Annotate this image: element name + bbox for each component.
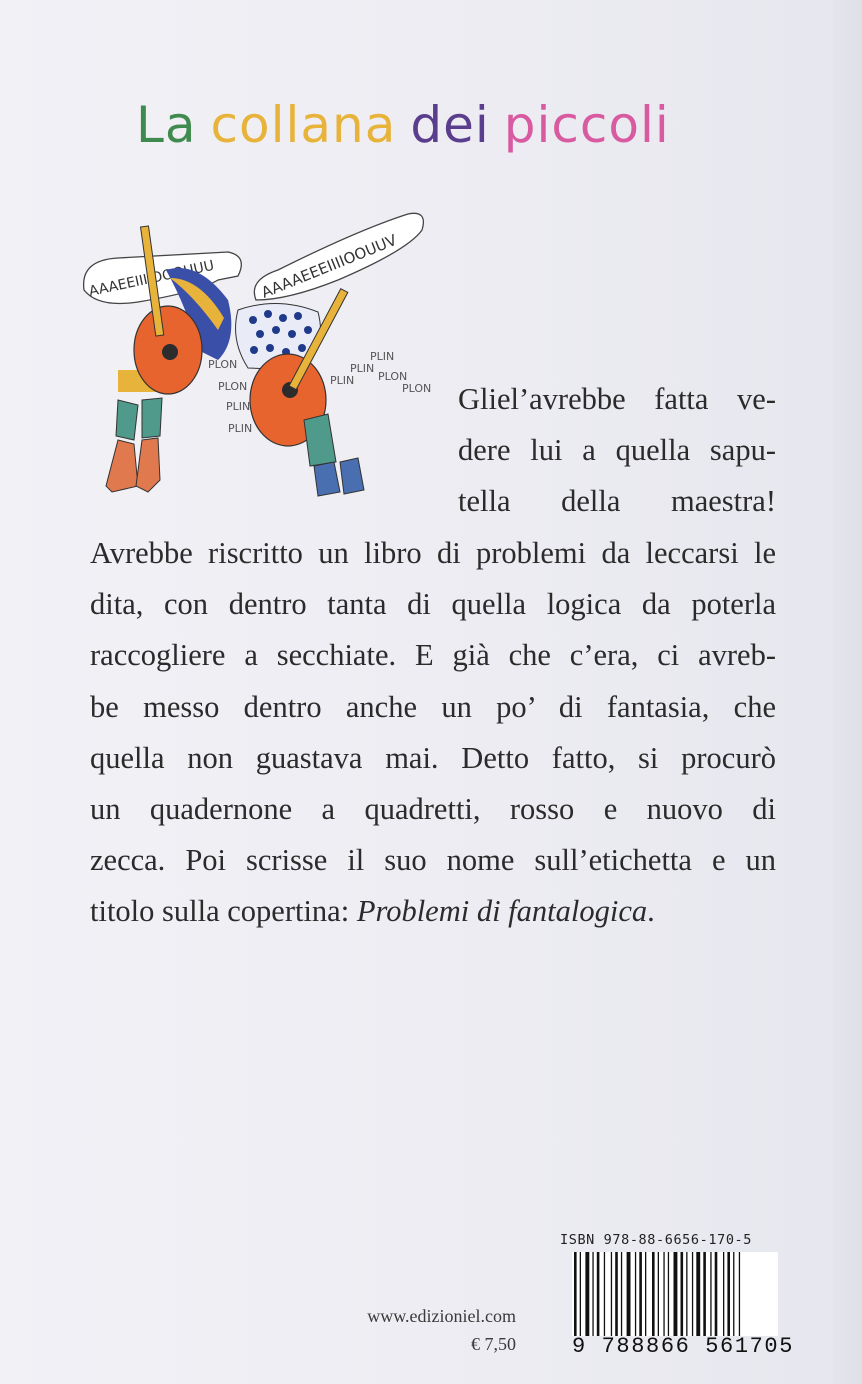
barcode-bar <box>733 1252 734 1336</box>
barcode-bar <box>597 1252 600 1336</box>
barcode-bar <box>674 1252 678 1336</box>
barcode-bar <box>652 1252 655 1336</box>
barcode-bar <box>663 1252 664 1336</box>
barcode-bar <box>585 1252 589 1336</box>
barcode-bar <box>604 1252 605 1336</box>
series-title <box>136 96 736 166</box>
publisher-website: www.edizioniel.com <box>367 1306 516 1326</box>
barcode-bar <box>739 1252 740 1336</box>
barcode-bar <box>639 1252 642 1336</box>
series-word-1: La <box>136 96 197 154</box>
barcode-bar <box>645 1252 646 1336</box>
barcode-bars <box>572 1252 778 1336</box>
barcode-bar <box>580 1252 581 1336</box>
barcode-bar <box>658 1252 659 1336</box>
barcode-bar <box>686 1252 687 1336</box>
text-line: be messo dentro anche un po’ di fantasia, che <box>90 689 776 724</box>
body-text-wrapped <box>458 374 776 528</box>
barcode-bar <box>710 1252 711 1336</box>
barcode-bar <box>627 1252 631 1336</box>
last-line-suffix: . <box>647 894 655 929</box>
barcode-bar <box>635 1252 636 1336</box>
text-line: Gliel’avrebbe fatta ve- <box>458 382 776 416</box>
sound-word: PLIN <box>228 422 253 435</box>
text-last-line <box>90 886 776 937</box>
sound-word: PLIN <box>330 374 355 387</box>
body-text-full <box>90 528 776 938</box>
sound-word: PLIN <box>226 400 251 413</box>
right-bubble-text: AAAAEEEIIIIOOUUV <box>258 230 400 302</box>
barcode-bar <box>615 1252 618 1336</box>
guitar-players-illustration <box>78 200 438 510</box>
barcode-bar <box>621 1252 622 1336</box>
series-word-4: piccoli <box>503 96 670 154</box>
text-line: Avrebbe riscritto un libro di problemi da leccarsi le <box>90 536 776 570</box>
publisher-info <box>290 1302 516 1358</box>
barcode-bar <box>696 1252 700 1336</box>
price: € 7,50 <box>471 1334 516 1354</box>
text-line: tella della maestra! <box>458 484 776 519</box>
sound-word: PLON <box>378 370 408 383</box>
text-line: dere lui a quella sapu- <box>458 433 776 468</box>
text-line: un quadernone a quadretti, rosso e nuovo di <box>90 792 776 827</box>
sound-word: PLON <box>402 382 432 395</box>
barcode-bar <box>681 1252 684 1336</box>
sound-word: PLON <box>218 380 248 393</box>
barcode-bar <box>703 1252 706 1336</box>
barcode-bar <box>715 1252 718 1336</box>
barcode-bar <box>723 1252 724 1336</box>
sound-word: PLIN <box>370 350 395 363</box>
last-line-prefix: titolo sulla copertina: <box>90 894 357 929</box>
series-word-2: collana <box>210 96 397 154</box>
spine-shadow <box>826 0 862 1384</box>
barcode-digits: 9 788866 561705 <box>572 1334 795 1359</box>
book-title-italic: Problemi di fantalogica <box>356 894 648 929</box>
sound-word: PLON <box>208 358 238 371</box>
barcode-bar <box>668 1252 669 1336</box>
barcode-bar <box>727 1252 730 1336</box>
text-line: quella non guastava mai. Detto fatto, si procurò <box>90 740 776 775</box>
series-word-3: dei <box>410 96 490 154</box>
barcode-bar <box>592 1252 593 1336</box>
text-line: raccogliere a secchiate. E già che c’era, ci avreb- <box>90 638 776 673</box>
barcode-bar <box>574 1252 577 1336</box>
isbn-label: ISBN 978-88-6656-170-5 <box>560 1232 753 1248</box>
sound-word: PLIN <box>350 362 375 375</box>
barcode-bar <box>611 1252 612 1336</box>
text-line: dita, con dentro tanta di quella logica da poterla <box>90 587 776 622</box>
barcode-bar <box>692 1252 693 1336</box>
text-line: zecca. Poi scrisse il suo nome sull’etichetta e un <box>90 843 776 878</box>
